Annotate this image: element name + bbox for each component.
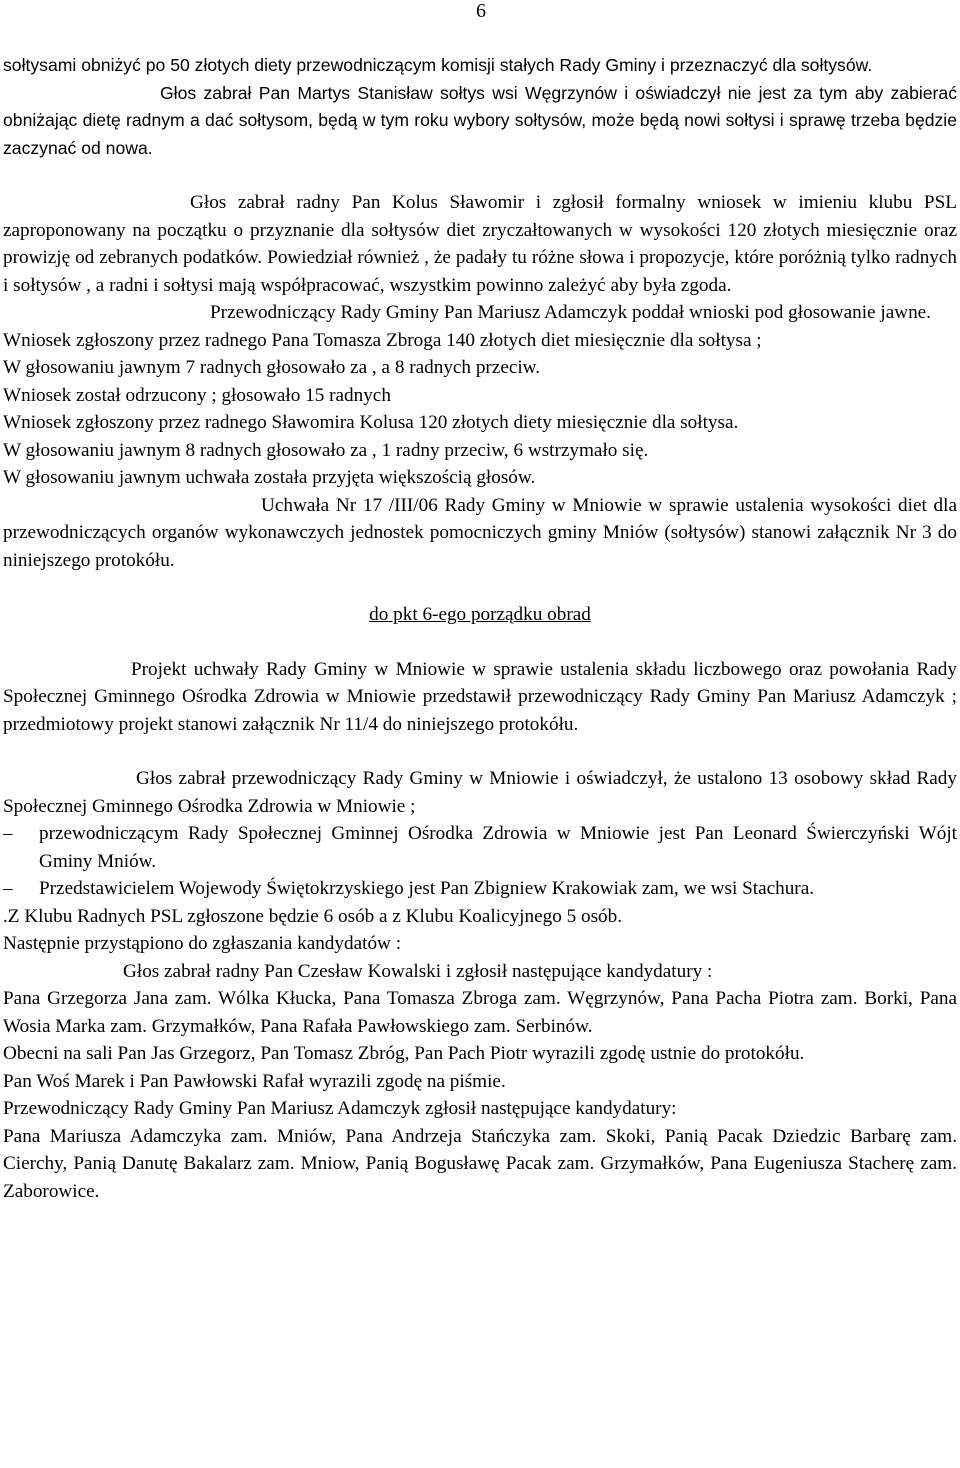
section-heading [3,601,957,629]
list-item [3,875,957,903]
paragraph-club-quota: .Z Klubu Radnych PSL zgłoszone będzie 6 osób a z Klubu Koalicyjnego 5 osób. [3,905,623,927]
dash-bullet: – [3,878,13,899]
member-list [3,820,957,903]
paragraph-vote-result-2: W głosowaniu jawnym 8 radnych głosowało za , 1 radny przeciw, 6 wstrzymało się. [3,439,649,461]
list-item-text: przewodniczącym Rady Społecznej Gminnej Ośrodka Zdrowia w Mniowie jest Pan Leonard Świerczyński Wójt Gminy Mniów. [39,823,957,872]
section-heading-text: do pkt 6-ego porządku obrad [369,604,591,625]
document-body [3,52,957,1205]
paragraph-kolus-motion: Głos zabrał radny Pan Kolus Sławomir i zgłosił formalny wniosek w imieniu klubu PSL zaproponowany na początku o przyznanie dla sołtysów diet zryczałtowanych w wysokości 120 złotych miesięcznie oraz prowizję od zebranych podatków. Powiedział również , że padały tu różne słowa i propozycje, które poróżnią tylko radnych i sołtysów , a radni i sołtysi mają współpracować, wszystkim powinno zależyć aby była zgoda. [3,192,957,296]
paragraph-resolution-17: Uchwała Nr 17 /III/06 Rady Gminy w Mniowie w sprawie ustalenia wysokości diet dla przewodniczących organów wykonawczych jednostek pomocniczych gminy Mniów (sołtysów) stanowi załącznik Nr 3 do niniejszego protokółu. [3,494,957,571]
paragraph-motion-rejected: Wniosek został odrzucony ; głosowało 15 radnych [3,384,391,406]
spacer [3,162,957,189]
paragraph-vote-call: Przewodniczący Rady Gminy Pan Mariusz Adamczyk poddał wnioski pod głosowanie jawne. [210,302,931,323]
paragraph-nominations-start: Następnie przystąpiono do zgłaszania kandydatów : [3,933,402,954]
page-number: 6 [476,0,486,22]
dash-bullet: – [3,823,13,844]
paragraph-continuation: sołtysami obniżyć po 50 złotych diety przewodniczącym komisji stałych Rady Gminy i przeznaczyć dla sołtysów. [3,55,873,75]
paragraph-resolution-adopted: W głosowaniu jawnym uchwała została przyjęta większością głosów. [3,467,536,488]
paragraph-vote-result-1: W głosowaniu jawnym 7 radnych głosowało za , a 8 radnych przeciw. [3,357,541,378]
list-item [3,820,957,875]
spacer [3,738,957,765]
spacer [3,574,957,601]
paragraph-motion-kolus: Wniosek zgłoszony przez radnego Sławomira Kolusa 120 złotych diety miesięcznie dla sołtysa. [3,412,739,433]
list-item-text: Przedstawicielem Wojewody Świętokrzyskiego jest Pan Zbigniew Krakowiak zam, we wsi Stachura. [39,878,815,899]
paragraph-kowalski-nominations: Głos zabrał radny Pan Czesław Kowalski i zgłosił następujące kandydatury : [123,960,713,982]
paragraph-written-consent: Pan Woś Marek i Pan Pawłowski Rafał wyrazili zgodę na piśmie. [3,1070,506,1092]
paragraph-adamczyk-nominations: Przewodniczący Rady Gminy Pan Mariusz Adamczyk zgłosił następujące kandydatury: [3,1098,677,1119]
paragraph-motion-zbrog: Wniosek zgłoszony przez radnego Pana Tomasza Zbroga 140 złotych diet miesięcznie dla sołtysa ; [3,329,762,351]
paragraph-nominee-list-2: Pana Mariusza Adamczyka zam. Mniów, Pana Andrzeja Stańczyka zam. Skoki, Panią Pacak Dziedzic Barbarę zam. Cierchy, Panią Danutę Bakalarz zam. Mniow, Panią Bogusławę Pacak zam. Grzymałków, Pana Eugeniusza Stacherę zam. Zaborowice. [3,1125,957,1202]
paragraph-martys-statement: Głos zabrał Pan Martys Stanisław sołtys wsi Węgrzynów i oświadczył nie jest za tym aby zabierać obniżając dietę radnym a dać sołtysom, będą w tym roku wybory sołtysów, może będą nowi sołtysi i sprawę trzeba będzie zaczynać od nowa. [3,82,957,158]
paragraph-council-composition: Głos zabrał przewodniczący Rady Gminy w Mniowie i oświadczył, że ustalono 13 osobowy skład Rady Społecznej Gminnego Ośrodka Zdrowia w Mniowie ; [3,768,957,817]
spacer [3,629,957,656]
paragraph-draft-resolution: Projekt uchwały Rady Gminy w Mniowie w sprawie ustalenia składu liczbowego oraz powołania Rady Społecznej Gminnego Ośrodka Zdrowia w Mniowie przedstawił przewodniczący Rady Gminy Pan Mariusz Adamczyk ; przedmiotowy projekt stanowi załącznik Nr 11/4 do niniejszego protokółu. [3,658,957,735]
paragraph-verbal-consent: Obecni na sali Pan Jas Grzegorz, Pan Tomasz Zbróg, Pan Pach Piotr wyrazili zgodę ustnie do protokółu. [3,1043,805,1064]
paragraph-nominee-list-1: Pana Grzegorza Jana zam. Wólka Kłucka, Pana Tomasza Zbroga zam. Węgrzynów, Pana Pacha Piotra zam. Borki, Pana Wosia Marka zam. Grzymałków, Pana Rafała Pawłowskiego zam. Serbinów. [3,988,957,1037]
